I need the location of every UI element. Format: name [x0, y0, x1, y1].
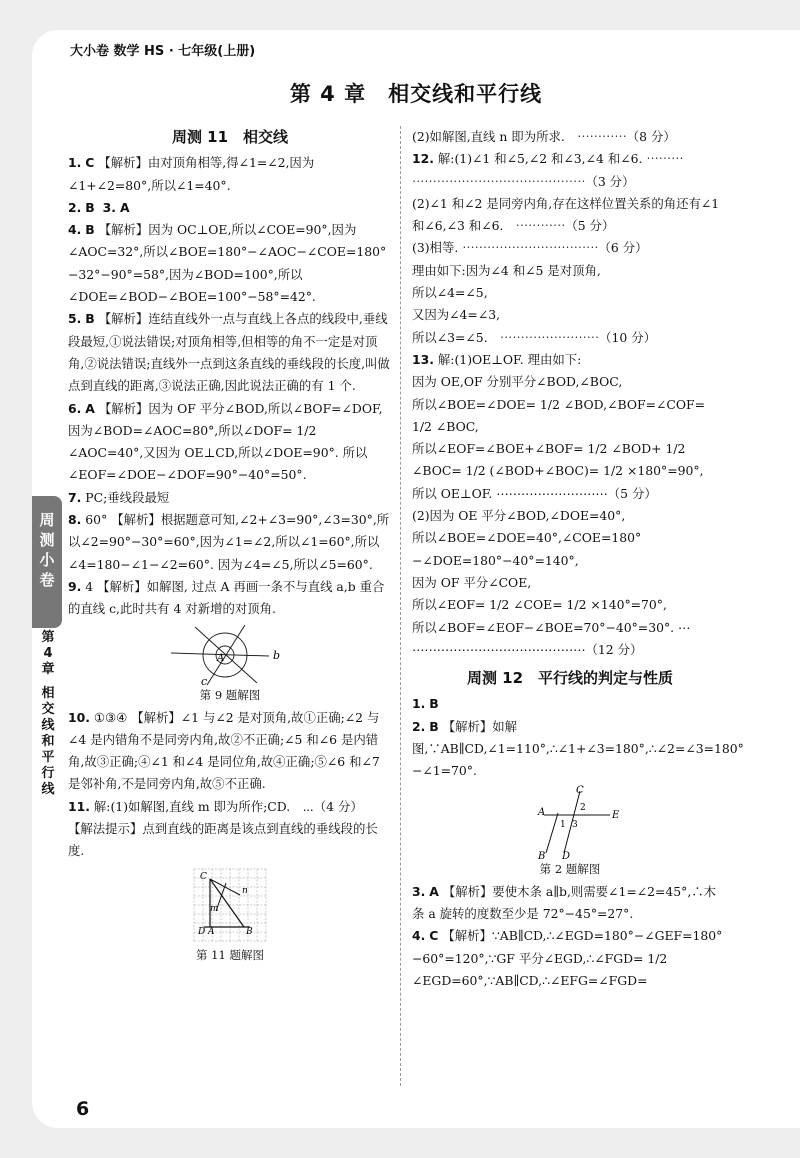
answer: A [119, 199, 130, 215]
side-chapter-label [36, 630, 60, 798]
explanation: 如解图, 过点 A 再画一条不与直线 a,b 重合的直线 c,此时共有 4 对新增的对顶角. [68, 578, 385, 617]
label-C: C [576, 784, 584, 796]
label-A: A [217, 652, 225, 664]
answer: B [85, 222, 95, 238]
analysis-tag: 【解析】 [98, 400, 149, 416]
left-column [68, 126, 392, 967]
answer-line: 所以∠BOF=∠EOF−∠BOE=70°−40°=30°. ⋯ [412, 619, 691, 635]
question-number: 2. [412, 718, 426, 734]
question-12 [412, 148, 728, 349]
label-A: A [208, 926, 215, 937]
question-5 [68, 308, 392, 397]
answer-line: 所以∠3=∠5. ⋯⋯⋯⋯⋯⋯⋯⋯（10 分） [412, 329, 657, 345]
section-title: 周测 12 平行线的判定与性质 [466, 669, 674, 688]
question-p1 [412, 693, 728, 715]
answer-line: 又因为∠4=∠3, [412, 307, 501, 323]
angle-1-label: 1 [560, 819, 566, 830]
question-4 [68, 219, 392, 308]
column-divider [400, 126, 401, 1086]
question-number: 3. [102, 199, 116, 215]
answer-line: 解:(1)∠1 和∠5,∠2 和∠3,∠4 和∠6. ⋯⋯⋯ [437, 151, 684, 167]
explanation: 连结直线外一点与直线上各点的线段中,垂线段最短,①说法错误;对顶角相等,但相等的角不一定是对顶角,②说法错误;直线外一点到这条直线的垂线段的长度,叫做点到直线的距离,③说法正确,因此说法正确的有 1 个. [68, 311, 390, 394]
tab-char: 和 [41, 734, 55, 749]
chapter-title: 第 4 章 相交线和平行线 [289, 82, 543, 106]
question-number: 10. [68, 709, 90, 725]
answer: B [85, 311, 95, 327]
answer-line: 所以 OE⊥OF. ⋯⋯⋯⋯⋯⋯⋯⋯⋯（5 分） [412, 485, 657, 501]
question-number: 6. [68, 400, 82, 416]
explanation: ∵AB∥CD,∴∠EGD=180°−∠GEF=180°−60°=120°,∵GF 平分∠EGD,∴∠FGD= 1/2 ∠EGD=60°,∵AB∥CD,∴∠EFG=∠FGD= [412, 928, 723, 988]
answer: 4 [85, 578, 94, 594]
figure-p2 [412, 785, 728, 877]
label-c: c [201, 674, 208, 687]
section-title: 周测 11 相交线 [171, 128, 289, 146]
question-number: 9. [68, 578, 82, 594]
question-6 [68, 398, 392, 487]
answer-line: 所以∠EOF=∠BOE+∠BOF= 1/2 ∠BOD+ 1/2 ∠BOC= 1/2 (∠BOD+∠BOC)= 1/2 ×180°=90°, [412, 441, 704, 479]
answer-line: (2)∠1 和∠2 是同旁内角,存在这样位置关系的角还有∠1 和∠6,∠3 和∠6. ⋯⋯⋯⋯（5 分） [412, 195, 720, 234]
answer-line: 所以∠BOE=∠DOE= 1/2 ∠BOD,∠BOF=∠COF= 1/2 ∠BOC, [412, 396, 705, 434]
label-D: D [562, 850, 571, 861]
question-13 [412, 349, 728, 661]
question-2-3 [68, 197, 392, 219]
answer-line: 所以∠EOF= 1/2 ∠COE= 1/2 ×140°=70°, [412, 597, 667, 613]
answer: B [85, 199, 95, 215]
answer: C [429, 928, 439, 944]
grid-diagram [190, 865, 270, 947]
answer-line: 所以∠4=∠5, [412, 285, 488, 301]
question-number: 12. [412, 151, 434, 167]
tab-char: 交 [41, 702, 55, 717]
answer-line: ⋯⋯⋯⋯⋯⋯⋯⋯⋯⋯⋯⋯⋯⋯（12 分） [412, 641, 643, 657]
explanation: 根据题意可知,∠2+∠3=90°,∠3=30°,所以∠2=90°−30°=60°,因为∠1=∠2,所以∠1=60°,所以∠4=180−∠1−∠2=60°. 因为∠4=∠5,所以∠5=60°. [68, 512, 390, 572]
intersecting-lines-diagram [165, 623, 295, 687]
answer-line: 理由如下:因为∠4 和∠5 是对顶角, [412, 262, 601, 278]
tab-char: 第 [41, 630, 55, 645]
explanation: 如解图,∵AB∥CD,∠1=110°,∴∠1+∠3=180°,∴∠2=∠3=180°−∠1=70°. [412, 718, 744, 779]
analysis-tag: 【解析】 [98, 222, 149, 238]
analysis-tag: 【解析】 [442, 883, 493, 899]
angle-2-label: 2 [580, 802, 586, 813]
answer: B [429, 696, 439, 712]
figure-caption: 第 9 题解图 [199, 687, 261, 702]
question-number: 5. [68, 311, 82, 327]
label-B: B [246, 926, 253, 937]
question-number: 2. [68, 199, 82, 215]
question-p4 [412, 925, 728, 992]
answer: 60° [85, 512, 108, 528]
spacer [36, 678, 60, 686]
tab-char: 线 [41, 782, 55, 797]
question-11-part-2: (2)如解图,直线 n 即为所求. ⋯⋯⋯⋯（8 分） [412, 129, 676, 144]
answer-line: ⋯⋯⋯⋯⋯⋯⋯⋯⋯⋯⋯⋯⋯⋯（3 分） [412, 173, 635, 189]
tab-char: 相 [41, 686, 55, 701]
analysis-tag: 【解析】 [442, 718, 493, 734]
explanation: 解:(1)如解图,直线 m 即为所作;CD. ⋯（4 分） [93, 798, 363, 814]
question-number: 3. [412, 883, 426, 899]
answer-line: (3)相等. ⋯⋯⋯⋯⋯⋯⋯⋯⋯⋯⋯（6 分） [412, 240, 648, 256]
label-n: n [242, 885, 248, 896]
answer: C [85, 155, 95, 171]
analysis-tag: 【解析】 [97, 578, 147, 594]
answer: B [429, 718, 439, 734]
page [32, 30, 800, 1128]
answer-line: 因为 OF 平分∠COE, [412, 574, 532, 590]
figure-11 [68, 865, 392, 963]
parallel-lines-diagram [520, 785, 620, 861]
answer-line: 因为 OE,OF 分别平分∠BOD,∠BOC, [412, 374, 623, 390]
tab-char: 周 [39, 511, 55, 529]
explanation: ∠1 与∠2 是对顶角,故①正确;∠2 与∠4 是内错角不是同旁内角,故②不正确;∠5 和∠6 是内错角,故③正确;④∠1 和∠4 是同位角,故④正确;⑤∠6 和∠7 是邻补角,不是同旁内角,故⑤不正确. [68, 709, 380, 792]
question-number: 13. [412, 351, 434, 367]
angle-3-label: 3 [572, 819, 578, 830]
figure-caption: 第 11 题解图 [196, 947, 264, 962]
question-number: 11. [68, 798, 90, 814]
answer-line: (2)因为 OE 平分∠BOD,∠DOE=40°, [412, 508, 626, 524]
label-m: m [210, 903, 219, 914]
analysis-tag: 【解析】 [131, 709, 181, 725]
question-number: 7. [68, 489, 82, 505]
label-E: E [612, 809, 620, 821]
analysis-tag: 【解析】 [98, 311, 149, 327]
answer-line: 解:(1)OE⊥OF. 理由如下: [437, 351, 582, 367]
book-header: 大小卷 数学 HS · 七年级(上册) [70, 44, 256, 59]
figure-caption: 第 2 题解图 [539, 861, 601, 876]
question-number: 4. [68, 222, 82, 238]
tab-char: 线 [41, 718, 55, 733]
side-tab[interactable] [32, 496, 62, 628]
answer: A [85, 400, 95, 416]
figure-9 [68, 623, 392, 703]
analysis-tag: 【解析】 [442, 928, 492, 944]
question-8 [68, 509, 392, 576]
tab-char: 4 [43, 646, 53, 661]
right-column [412, 126, 744, 992]
answer-line: 所以∠BOE=∠DOE=40°,∠COE=180°−∠DOE=180°−40°=140°, [412, 530, 642, 568]
tab-char: 小 [39, 551, 55, 569]
tab-char: 平 [41, 750, 55, 765]
analysis-tag: 【解析】 [98, 155, 148, 171]
answer: A [429, 883, 439, 899]
question-p3 [412, 881, 728, 926]
question-number: 1. [68, 155, 82, 171]
question-number: 4. [412, 928, 426, 944]
label-C: C [200, 871, 207, 882]
question-number: 8. [68, 512, 82, 528]
explanation: PC;垂线段最短 [85, 489, 170, 505]
label-D: D [198, 926, 206, 937]
explanation: 因为 OC⊥OE,所以∠COE=90°,因为∠AOC=32°,所以∠BOE=180°−∠AOC−∠COE=180°−32°−90°=58°,因为∠BOD=100°,所以∠DOE=∠BOD−∠BOE=100°−58°=42°. [68, 222, 387, 305]
question-11 [68, 796, 392, 863]
tab-char: 章 [41, 662, 55, 677]
question-10 [68, 707, 392, 796]
tip-tag: 【解法提示】 [68, 821, 143, 837]
page-number: 6 [76, 1098, 90, 1120]
question-9 [68, 576, 392, 621]
tip-text: 点到直线的距离是该点到直线的垂线段的长度. [68, 821, 378, 859]
answer: ①③④ [93, 709, 128, 725]
label-b: b [273, 648, 281, 662]
question-number: 1. [412, 696, 426, 712]
tab-char: 测 [39, 531, 55, 549]
explanation: 要使木条 a∥b,则需要∠1=∠2=45°,∴木条 a 旋转的度数至少是 72°−45°=27°. [412, 883, 717, 921]
label-A: A [538, 806, 546, 818]
label-B: B [538, 850, 546, 861]
tab-char: 行 [41, 766, 55, 781]
analysis-tag: 【解析】 [111, 512, 161, 528]
question-p2 [412, 716, 744, 783]
explanation: 因为 OF 平分∠BOD,所以∠BOF=∠DOF,因为∠BOD=∠AOC=80°,所以∠DOF= 1/2 ∠AOC=40°,又因为 OE⊥CD,所以∠DOE=90°. 所以∠EOF=∠DOE−∠DOF=90°−40°=50°. [68, 400, 383, 483]
question-7 [68, 487, 392, 509]
explanation: 由对顶角相等,得∠1=∠2,因为∠1+∠2=80°,所以∠1=40°. [68, 155, 315, 193]
tab-char: 卷 [39, 571, 55, 589]
question-1 [68, 152, 392, 197]
